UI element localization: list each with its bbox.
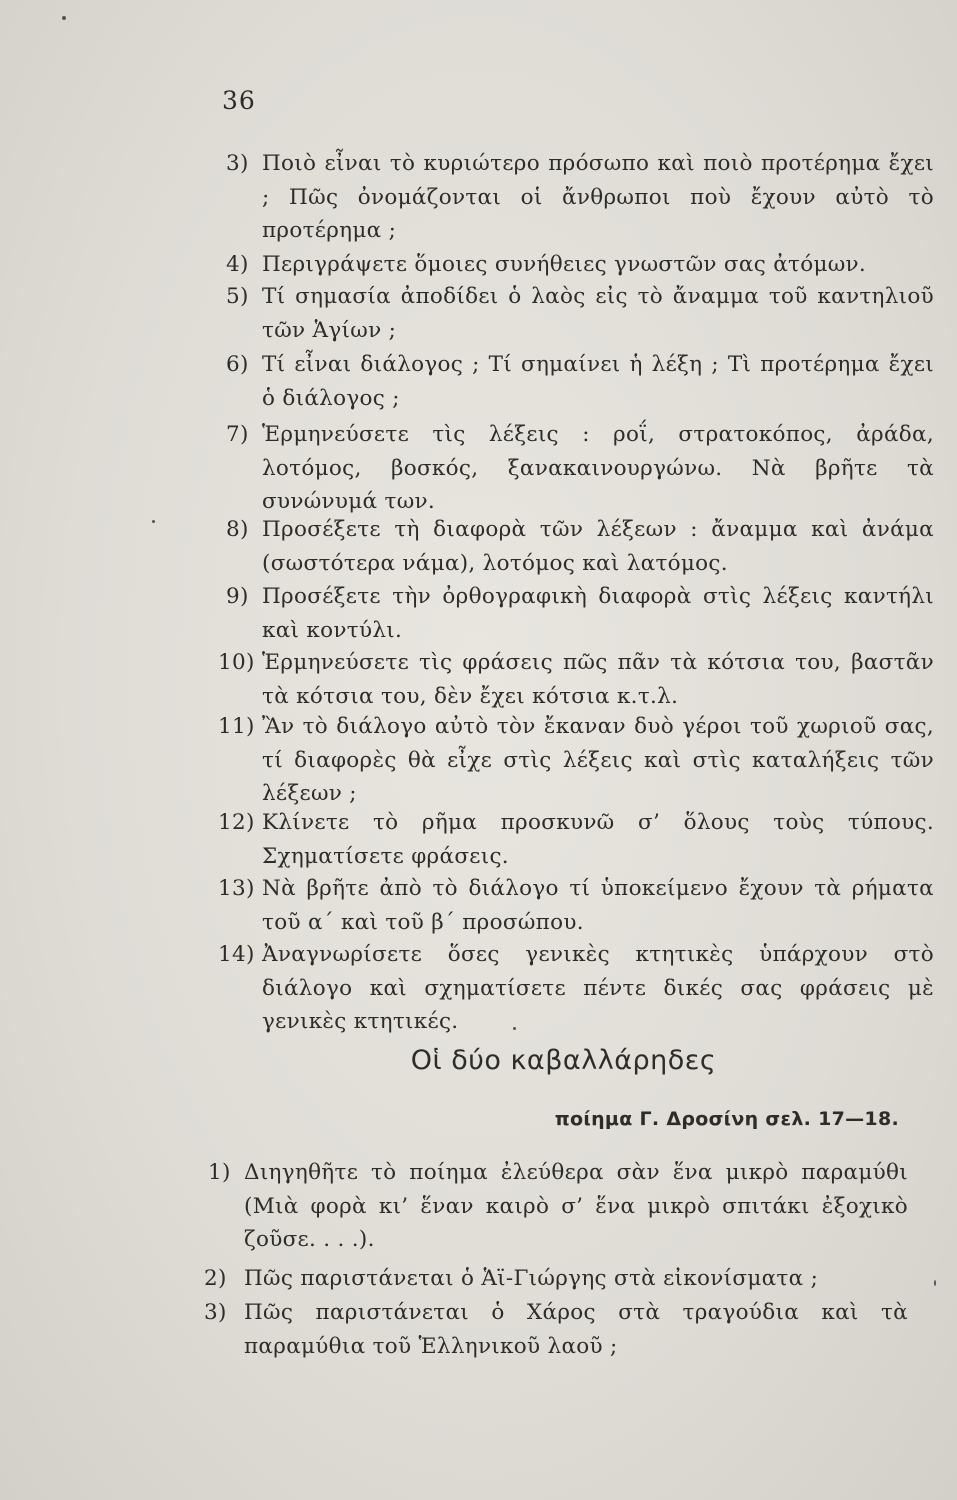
question-5 (226, 280, 934, 347)
question-text: Διηγηθῆτε τὸ ποίημα ἐλεύθερα σὰν ἕνα μικρὸ παραμύθι (Μιὰ φορὰ κι’ ἕναν καιρὸ σ’ ἕνα μικρὸ σπιτάκι ἐξοχικὸ ζοῦσε. . . .). (244, 1160, 908, 1252)
question-text: Τί σημασία ἀποδίδει ὁ λαὸς εἰς τὸ ἄναμμα τοῦ καντηλιοῦ τῶν Ἁγίων ; (262, 284, 934, 343)
poem-question-2 (204, 1262, 908, 1296)
scan-speck (152, 520, 155, 523)
scan-speck (934, 1280, 936, 1286)
poem-question-1 (208, 1156, 908, 1257)
question-12 (218, 806, 934, 873)
question-number: 7) (226, 422, 249, 447)
question-text: Προσέξετε τὴ διαφορὰ τῶν λέξεων : ἄναμμα καὶ ἀνάμα (σωστότερα νάμα), λοτόμος καὶ λατόμος. (262, 517, 934, 576)
question-number: 3) (226, 151, 249, 176)
question-9 (226, 580, 934, 647)
question-text: Πῶς παριστάνεται ὁ Ἁϊ-Γιώργης στὰ εἰκονίσματα ; (244, 1266, 819, 1291)
page-number: 36 (222, 86, 256, 115)
question-10 (218, 646, 934, 713)
question-text: Νὰ βρῆτε ἀπὸ τὸ διάλογο τί ὑποκείμενο ἔχουν τὰ ρήματα τοῦ α΄ καὶ τοῦ β΄ προσώπου. (262, 876, 934, 935)
section-title: Οἱ δύο καβαλλάρηδες (410, 1045, 717, 1076)
question-3 (226, 147, 934, 248)
question-number: 6) (226, 352, 249, 377)
question-text: Ἀναγνωρίσετε ὅσες γενικὲς κτητικὲς ὑπάρχουν στὸ διάλογο καὶ σχηματίσετε πέντε δικές σας φράσεις μὲ γενικὲς κτητικές. (262, 942, 934, 1034)
question-number: 11) (218, 714, 255, 739)
question-13 (218, 872, 934, 939)
question-text: Τί εἶναι διάλογος ; Τί σημαίνει ἡ λέξη ; Τὶ προτέρημα ἔχει ὁ διάλογος ; (262, 352, 934, 411)
question-text: Ἑρμηνεύσετε τὶς λέξεις : ροΐ, στρατοκόπος, ἀράδα, λοτόμος, βοσκός, ξανακαινουργώνω. Νὰ βρῆτε τὰ συνώνυμά των. (262, 422, 934, 514)
scan-speck (513, 1027, 516, 1030)
question-text: Προσέξετε τὴν ὀρθογραφικὴ διαφορὰ στὶς λέξεις καντήλι καὶ κοντύλι. (262, 584, 934, 643)
question-text: Περιγράψετε ὅμοιες συνήθειες γνωστῶν σας ἀτόμων. (262, 252, 867, 277)
question-number: 5) (226, 284, 249, 309)
question-4 (226, 248, 934, 282)
question-number: 1) (208, 1160, 231, 1185)
question-text: Ἑρμηνεύσετε τὶς φράσεις πῶς πᾶν τὰ κότσια του, βαστᾶν τὰ κότσια του, δὲν ἔχει κότσια κ.τ.λ. (262, 650, 934, 709)
question-number: 8) (226, 517, 249, 542)
section-source: ποίημα Γ. Δροσίνη σελ. 17—18. (554, 1108, 899, 1130)
question-number: 4) (226, 252, 249, 277)
question-text: Ἂν τὸ διάλογο αὐτὸ τὸν ἔκαναν δυὸ γέροι τοῦ χωριοῦ σας, τί διαφορὲς θὰ εἶχε στὶς λέξεις καὶ στὶς καταλήξεις τῶν λέξεων ; (262, 714, 934, 806)
question-number: 2) (204, 1266, 227, 1291)
question-text: Κλίνετε τὸ ρῆμα προσκυνῶ σ’ ὅλους τοὺς τύπους. Σχηματίσετε φράσεις. (262, 810, 934, 869)
poem-question-3 (204, 1296, 908, 1363)
question-text: Πῶς παριστάνεται ὁ Χάρος στὰ τραγούδια καὶ τὰ παραμύθια τοῦ Ἑλληνικοῦ λαοῦ ; (244, 1300, 908, 1359)
question-number: 9) (226, 584, 249, 609)
question-number: 12) (218, 810, 255, 835)
question-number: 10) (218, 650, 255, 675)
question-number: 14) (218, 942, 255, 967)
question-text: Ποιὸ εἶναι τὸ κυριώτερο πρόσωπο καὶ ποιὸ προτέρημα ἔχει ; Πῶς ὀνομάζονται οἱ ἄνθρωποι ποὺ ἔχουν αὐτὸ τὸ προτέρημα ; (262, 151, 934, 243)
question-6 (226, 348, 934, 415)
question-number: 3) (204, 1300, 227, 1325)
question-8 (226, 513, 934, 580)
question-7 (226, 418, 934, 519)
question-14 (218, 938, 934, 1039)
question-number: 13) (218, 876, 255, 901)
question-11 (218, 710, 934, 811)
scan-speck (62, 16, 66, 20)
